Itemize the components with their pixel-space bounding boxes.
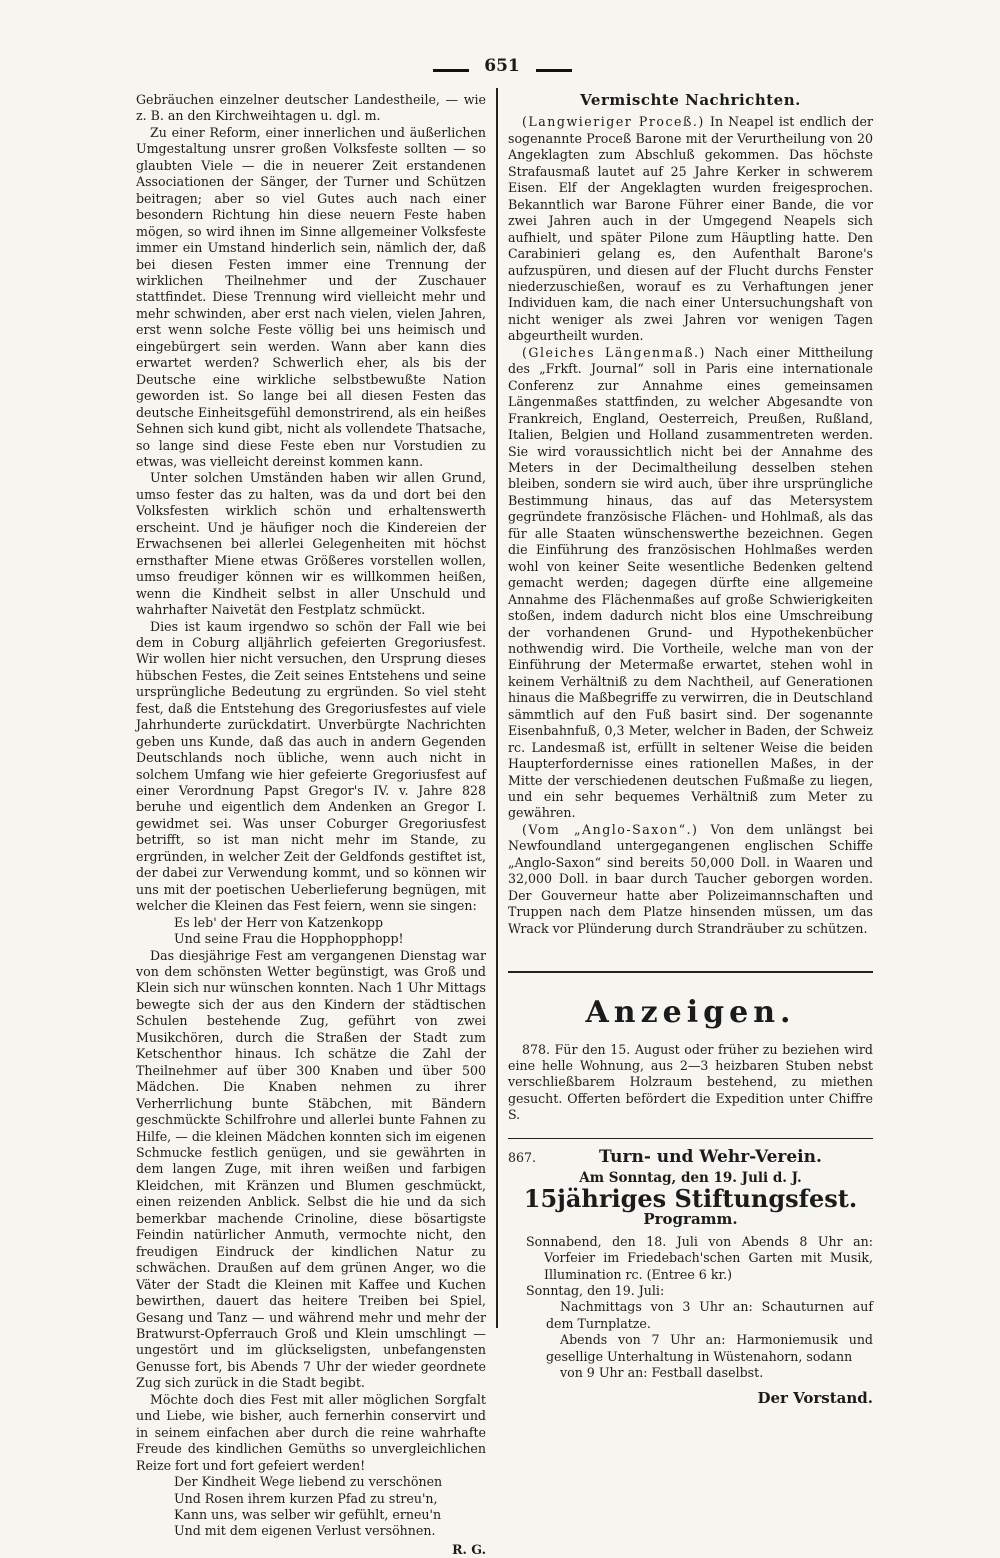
ad-divider: [508, 1138, 873, 1139]
ad-headline: 15jähriges Stiftungsfest.: [523, 1183, 858, 1213]
news-text: Nach einer Mittheilung des „Frkft. Journal“ soll in Paris eine internationale Conferenz zur Annahme eines gemeinsamen Längenmaßes stattfinden, zu welcher Abgesandte von Frankreich, England, Oesterreich, Preußen, Rußland, Italien, Belgien und Holland zusammentreten werden. Sie wird voraussichtlich nicht bei der Annahme des Meters in der Decimaltheilung desselben stehen bleiben, sondern sie wird auch, über ihre ursprüngliche Bestimmung hinaus, das auf das Metersystem gegründete französische Flächen- und Hohlmaß, als das für alle Staaten wünschenswerthe bezeichnen. Gegen die Einführung des französischen Hohlmaßes werden wohl von keiner Seite wesentliche Bedenken geltend gemacht werden; dagegen dürfte eine allgemeine Annahme des Flächenmaßes auf große Schwierigkeiten stoßen, indem dadurch nicht blos eine Umschreibung der vorhandenen Grund- und Hypothekenbücher nothwendig wird. Die Vortheile, welche man von der Einführung der Metermaße erwartet, stehen wohl in keinem Verhältniß zu dem Nachtheil, auf Generationen hinaus die Maßbegriffe zu verwirren, die in Deutschland sämmtlich auf den Fuß basirt sind. Der sogenannte Eisenbahnfuß, 0,3 Meter, welcher in Baden, der Schweiz rc. Landesmaß ist, erfüllt in seltener Weise die beiden Haupterfordernisse eines rationellen Maßes, in der Mitte der verschiedenen deutschen Fußmaße zu liegen, und ein sehr bequemes Verhältniß zum Meter zu gewähren.: [508, 344, 874, 821]
column-divider: [496, 88, 498, 1328]
header-rule-left: [433, 69, 469, 72]
ad-title: Turn- und Wehr-Verein.: [599, 1146, 822, 1167]
poem-verse: [136, 915, 486, 948]
ad-867-header: [508, 1146, 873, 1167]
ad-program-subentry: Abends von 7 Uhr an: Harmoniemusik und gesellige Unterhaltung in Wüstenahorn, sodann: [546, 1332, 873, 1364]
article-paragraph: Dies ist kaum irgendwo so schön der Fall wie bei dem in Coburg alljährlich gefeierten Gregoriusfest. Wir wollen hier nicht versuchen, den Ursprung dieses hübschen Festes, die Zeit seines Entstehens und seine ursprüngliche Bedeutung zu ergründen. So viel steht fest, daß die Entstehung des Gregoriusfestes auf viele Jahrhunderte zurückdatirt. Unverbürgte Nachrichten geben uns Kunde, daß das auch in andern Gegenden Deutschlands noch übliche, wenn auch nicht in solchem Umfang wie hier gefeierte Gregoriusfest auf einer Verordnung Papst Gregor's IV. v. Jahre 828 beruhe und eigentlich dem Andenken an Gregor I. gewidmet sei. Was unser Coburger Gregoriusfest betrifft, so ist man nicht mehr im Stande, zu ergründen, in welcher Zeit der Geldfonds gestiftet ist, der dabei zur Verwendung kommt, und so können wir uns mit der poetischen Ueberlieferung begnügen, mit welcher die Kleinen das Fest feiern, wenn sie singen:: [136, 618, 486, 914]
poem-line: Es leb' der Herr von Katzenkopp: [174, 914, 384, 930]
ad-date: Am Sonntag, den 19. Juli d. J.: [579, 1170, 802, 1187]
poem-line: Der Kindheit Wege liebend zu verschönen: [174, 1474, 443, 1490]
news-item: [508, 114, 873, 344]
poem-line: Und seine Frau die Hopphopphopp!: [174, 931, 404, 947]
ad-number: 867.: [508, 1149, 537, 1165]
article-paragraph: Gebräuchen einzelner deutscher Landestheile, — wie z. B. an den Kirchweihtagen u. dgl. m.: [136, 92, 486, 124]
ad-program-entry: Sonnabend, den 18. Juli von Abends 8 Uhr an: Vorfeier im Friedebach'schen Garten mit Musik, Illumination rc. (Entree 6 kr.): [526, 1233, 873, 1282]
poem-verse: [136, 1474, 486, 1540]
left-column: [136, 92, 486, 1558]
ad-program-label: Programm.: [643, 1210, 738, 1229]
ad-program-entry: Sonntag, den 19. Juli:: [526, 1283, 665, 1298]
news-text: In Neapel ist endlich der sogenannte Proceß Barone mit der Verurtheilung von 20 Angeklagten zum Abschluß gekommen. Das höchste Strafausmaß lautet auf 25 Jahre Kerker in schwerem Eisen. Elf der Angeklagten wurden freigesprochen. Bekanntlich war Barone Führer einer Bande, die vor zwei Jahren auch in der Umgegend Neapels sich aufhielt, und später Pilone zum Häuptling hatte. Den Carabinieri gelang es, den Aufenthalt Barone's aufzuspüren, und diesen auf der Flucht durchs Fenster niederzuschießen, worauf es zu Verhaftungen jener Individuen kam, die nach einer Untersuchungshaft von nicht weniger als zwei Jahren vor wenigen Tagen abgeurtheilt wurden.: [508, 114, 873, 344]
article-paragraph: Zu einer Reform, einer innerlichen und äußerlichen Umgestaltung unsrer großen Volksfeste sollten — so glaubten Viele — die in neuerer Zeit erstandenen Associationen der Sänger, der Turner und Schützen beitragen; aber so viel Gutes auch nach einer besondern Richtung hin diese neuern Feste haben mögen, so wird ihnen im Sinne allgemeiner Volksfeste immer ein Umstand hinderlich sein, nämlich der, daß bei diesen Festen immer eine Trennung der wirklichen Theilnehmer und der Zuschauer stattfindet. Diese Trennung wird vielleicht mehr und mehr schwinden, aber erst nach vielen, vielen Jahren, erst wenn solche Feste völlig bei uns heimisch und eingebürgert sein werden. Wann aber kann dies erwartet werden? Schwerlich eher, als bis der Deutsche eine wirkliche selbstbewußte Nation geworden ist. So lange bei all diesen Festen das deutsche Einheitsgefühl demonstrirend, als ein heißes Sehnen sich kund gibt, nicht als vollendete Thatsache, so lange sind diese Feste eben nur Vorstudien zu etwas, was vielleicht dereinst kommen kann.: [136, 124, 486, 469]
article-paragraph: Unter solchen Umständen haben wir allen Grund, umso fester das zu halten, was da und dort bei den Volksfesten wirklich schön und erhaltenswerth erscheint. Und je häufiger noch die Kindereien der Erwachsenen bei allerlei Gelegenheiten mit höchst ernsthafter Miene etwas Größeres vorstellen wollen, umso freudiger können wir es willkommen heißen, wenn die Kindheit selbst in aller Unschuld und wahrhafter Naivetät den Festplatz schmückt.: [136, 470, 486, 618]
news-item: [508, 345, 873, 822]
page-header: [0, 56, 1000, 80]
header-rule-right: [536, 69, 572, 72]
ads-title: Anzeigen.: [585, 995, 796, 1031]
article-paragraph: Das diesjährige Fest am vergangenen Dienstag war von dem schönsten Wetter begünstigt, was Groß und Klein sich nur wünschen konnten. Nach 1 Uhr Mittags bewegte sich der aus den Kindern der städtischen Schulen bestehende Zug, geführt von zwei Musikchören, durch die Straßen der Stadt zum Ketschenthor hinaus. Ich schätze die Zahl der Theilnehmer auf über 300 Knaben und über 500 Mädchen. Die Knaben nehmen zu ihrer Verherrlichung bunte Stäbchen, mit Bändern geschmückte Schilfrohre und allerlei bunte Fahnen zu Hilfe, — die kleinen Mädchen konnten sich im eigenen Schmucke festlich genügen, und sie gewährten in dem langen Zuge, mit ihren weißen und farbigen Kleidchen, mit Kränzen und Blumen geschmückt, einen reizenden Anblick. Selbst die hie und da sich bemerkbar machende Crinoline, diese bösartigste Feindin natürlicher Anmuth, vermochte nicht, den freudigen Eindruck der kindlichen Natur zu schwächen. Draußen auf dem grünen Anger, wo die Väter der Stadt die Kleinen mit Kaffee und Kuchen bewirthen, dauert das heitere Treiben bei Spiel, Gesang und Tanz — und während mehr und mehr der Bratwurst-Opferrauch Groß und Klein umschlingt — ungestört und im glückseligsten, unbefangensten Genusse fort, bis Abends 7 Uhr der wieder geordnete Zug sich zurück in die Stadt begibt.: [136, 947, 486, 1391]
poem-line: Kann uns, was selber wir gefühlt, erneu'n: [174, 1506, 442, 1522]
section-divider: [508, 971, 873, 973]
poem-line: Und Rosen ihrem kurzen Pfad zu streu'n,: [174, 1490, 438, 1506]
news-item: [508, 822, 873, 937]
article-paragraph: Möchte doch dies Fest mit aller möglichen Sorgfalt und Liebe, wie bisher, auch fernerhin conservirt und in seinem einfachen aber durch die reine wahrhafte Freude des kindlichen Gemüths so unvergleichlichen Reize fort und fort gefeiert werden!: [136, 1391, 486, 1473]
right-column: [508, 92, 873, 1406]
news-title: (Gleiches Längenmaß.): [522, 344, 706, 360]
poem-line: Und mit dem eigenen Verlust versöhnen.: [174, 1523, 436, 1539]
ad-program-subentry: Nachmittags von 3 Uhr an: Schauturnen auf dem Turnplatze.: [546, 1299, 873, 1331]
news-title: (Langwieriger Proceß.): [522, 114, 705, 130]
article-signature-row: [136, 1542, 486, 1558]
news-text: Von dem unlängst bei Newfoundland untergegangenen englischen Schiffe „Anglo-Saxon“ sind bereits 50,000 Doll. in Waaren und 32,000 Doll. in baar durch Taucher geborgen worden. Der Gouverneur hatte aber Polizeimannschaften und Truppen nach dem Platze hinsenden müssen, um das Wrack vor Plünderung durch Strandräuber zu schützen.: [508, 821, 873, 936]
article-signature: R. G.: [452, 1541, 486, 1557]
ad-878: 878. Für den 15. August oder früher zu beziehen wird eine helle Wohnung, aus 2—3 heizbaren Stuben nebst verschließbarem Holzraum bestehend, zu miethen gesucht. Offerten befördert die Expedition unter Chiffre S.: [508, 1041, 873, 1123]
section-title: Vermischte Nachrichten.: [580, 91, 801, 109]
ad-program-subentry: von 9 Uhr an: Festball daselbst.: [560, 1365, 764, 1381]
ad-signature: Der Vorstand.: [757, 1388, 873, 1407]
news-title: (Vom „Anglo-Saxon“.): [522, 821, 699, 837]
page-number: 651: [484, 56, 520, 76]
